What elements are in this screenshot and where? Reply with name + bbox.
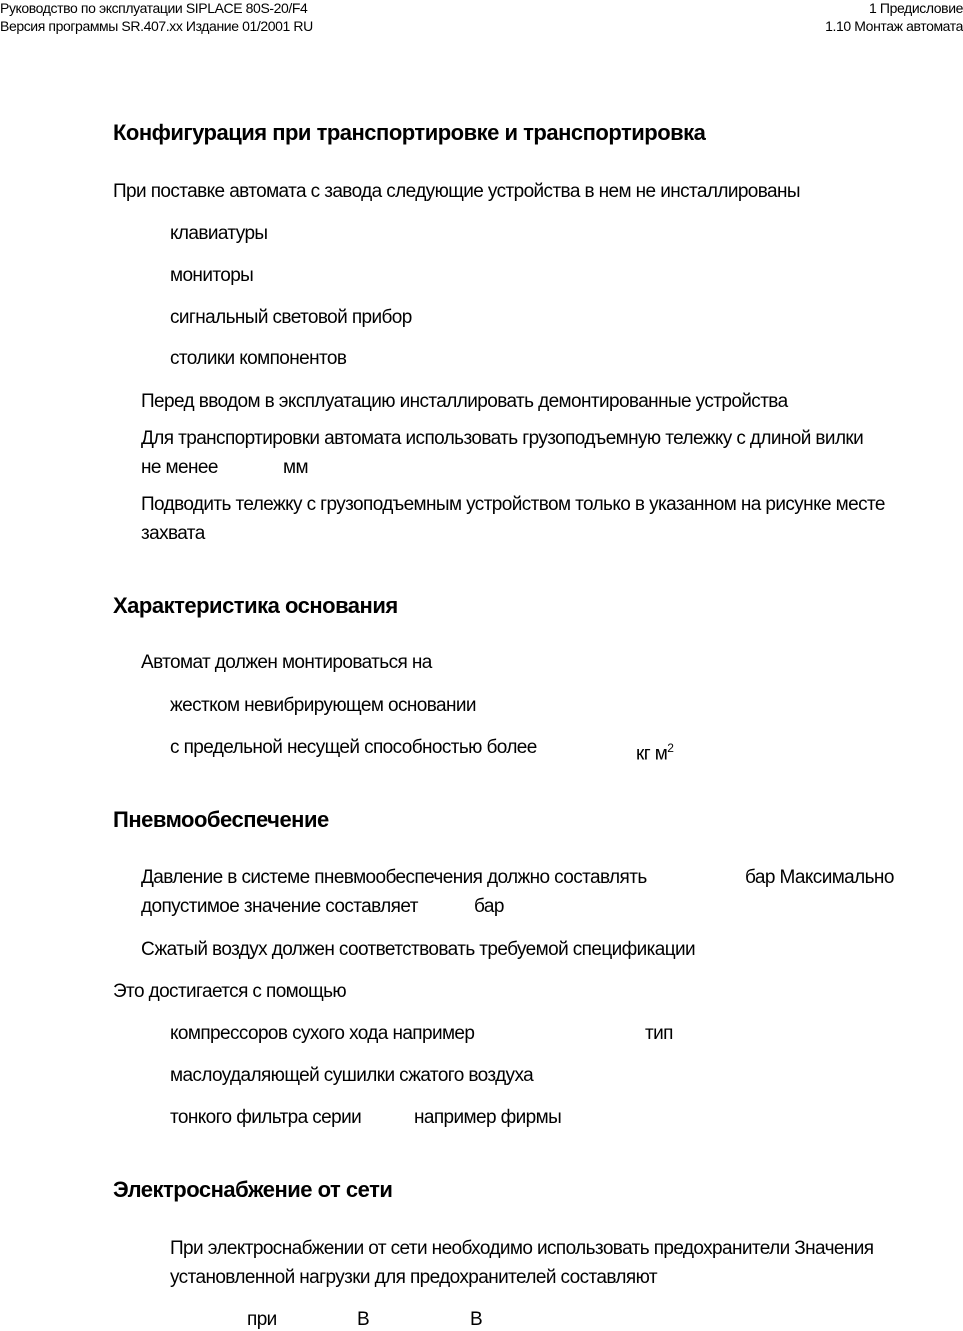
paragraph: При поставке автомата с завода следующие устройства в нем не инсталлированы — [113, 181, 800, 202]
paragraph: Автомат должен монтироваться на — [141, 652, 432, 673]
paragraph: бар Максимально — [745, 867, 894, 888]
list-item: тонкого фильтра серии — [170, 1107, 362, 1128]
unit-text: В — [357, 1309, 370, 1330]
list-item: столики компонентов — [170, 348, 347, 369]
list-item: сигнальный световой прибор — [170, 307, 412, 328]
header-manual-title: Руководство по эксплуатации SIPLACE 80S-20/F4 — [0, 0, 308, 16]
unit-text — [636, 737, 673, 765]
paragraph: Для транспортировки автомата использовать грузоподъемную тележку с длиной вилки — [141, 428, 864, 449]
paragraph: захвата — [141, 523, 205, 544]
list-item: клавиатуры — [170, 223, 268, 244]
list-item: маслоудаляющей сушилки сжатого воздуха — [170, 1065, 534, 1086]
unit-superscript: 2 — [667, 741, 674, 755]
list-item-suffix: тип — [645, 1023, 673, 1044]
list-item: жестком невибрирующем основании — [170, 695, 476, 716]
paragraph: При электроснабжении от сети необходимо использовать предохранители Значения — [170, 1238, 874, 1259]
value-label: при — [247, 1309, 277, 1330]
section-title: Конфигурация при транспортировке и транспортировка — [113, 120, 706, 145]
section-title: Характеристика основания — [113, 593, 398, 618]
paragraph: Перед вводом в эксплуатацию инсталлировать демонтированные устройства — [141, 391, 788, 412]
paragraph: Сжатый воздух должен соответствовать требуемой спецификации — [141, 939, 696, 960]
header-section: 1.10 Монтаж автомата — [825, 18, 963, 34]
unit-text: В — [470, 1309, 483, 1330]
list-item-suffix: например фирмы — [414, 1107, 562, 1128]
header-version: Версия программы SR.407.xx Издание 01/2001 RU — [0, 18, 313, 34]
section-title: Пневмообеспечение — [113, 807, 329, 832]
unit-text: мм — [283, 457, 308, 478]
list-item: компрессоров сухого хода например — [170, 1023, 475, 1044]
header-chapter: 1 Предисловие — [869, 0, 963, 16]
section-title: Электроснабжение от сети — [113, 1177, 393, 1202]
unit-label: кг м — [636, 743, 668, 765]
list-item: мониторы — [170, 265, 254, 286]
paragraph: Давление в системе пневмообеспечения должно составлять — [141, 867, 647, 888]
paragraph: Это достигается с помощью — [113, 981, 347, 1002]
paragraph: не менее — [141, 457, 218, 478]
paragraph: установленной нагрузки для предохранителей составляют — [170, 1267, 657, 1288]
unit-text: бар — [474, 896, 504, 917]
paragraph: Подводить тележку с грузоподъемным устройством только в указанном на рисунке месте — [141, 494, 885, 515]
paragraph: допустимое значение составляет — [141, 896, 418, 917]
list-item: с предельной несущей способностью более — [170, 737, 537, 758]
